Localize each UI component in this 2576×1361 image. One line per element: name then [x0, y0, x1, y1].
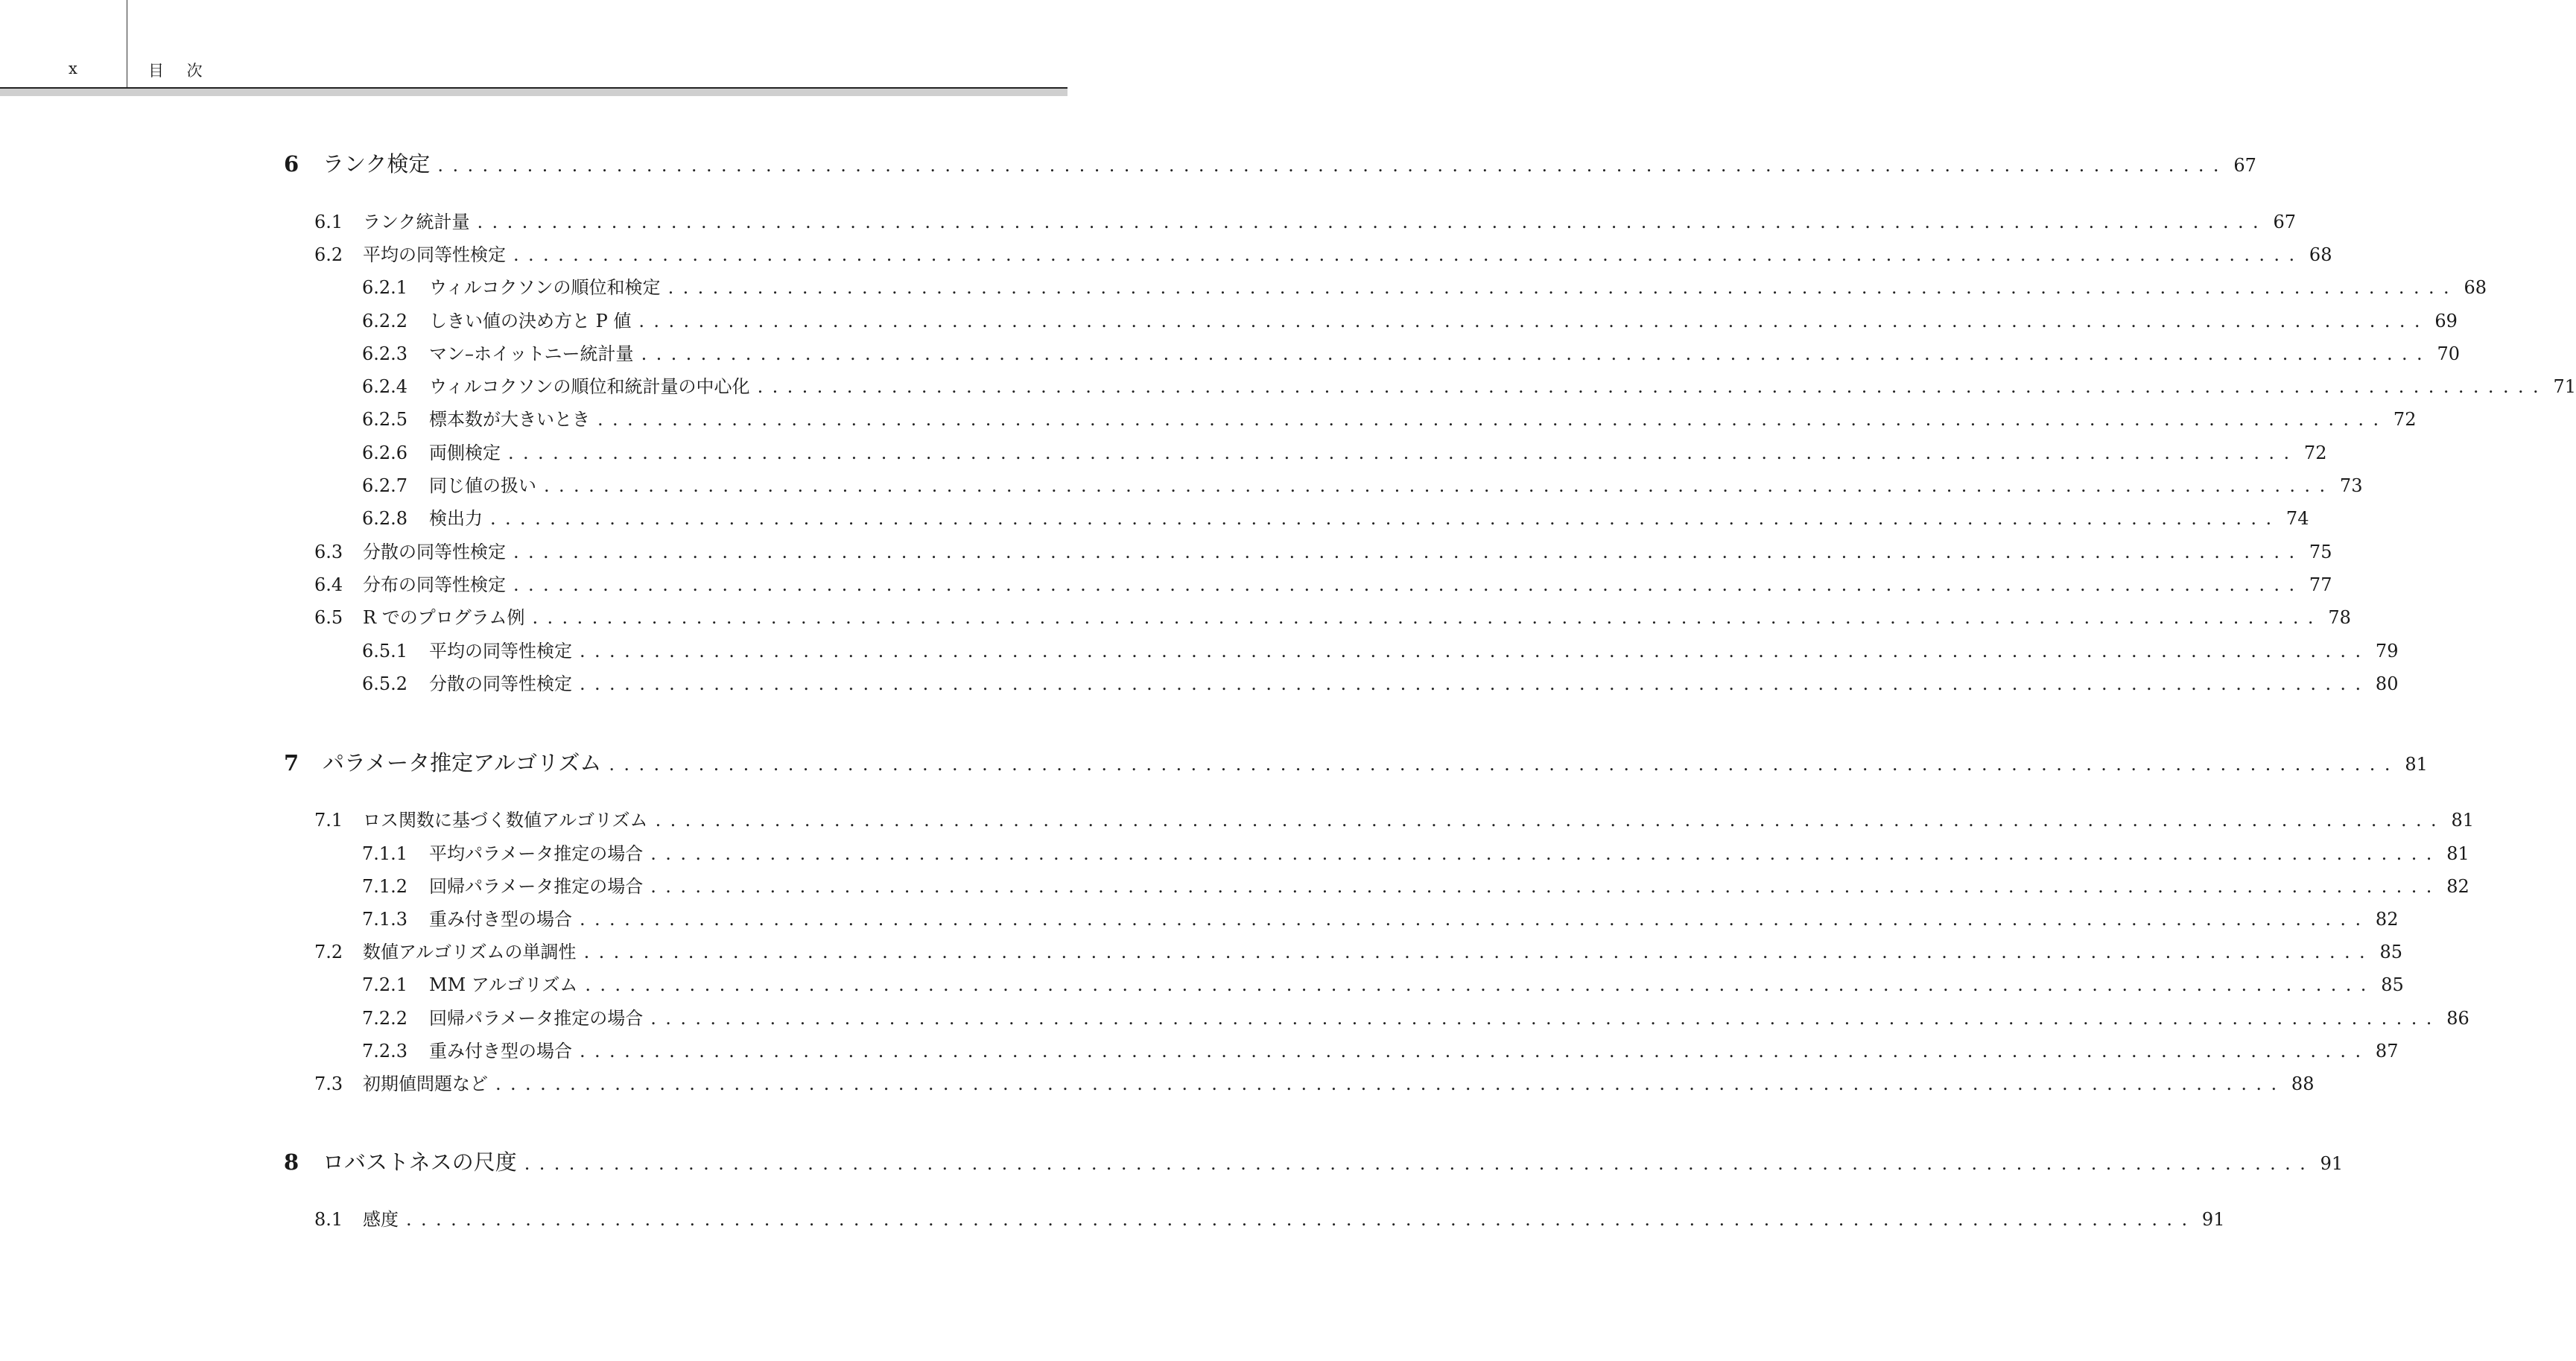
toc-subsection-entry [362, 273, 2487, 299]
toc-page-number: 91 [2320, 1153, 2344, 1174]
toc-page-number: 73 [2339, 475, 2363, 496]
toc-page-number: 88 [2291, 1073, 2315, 1094]
toc-page-number: 74 [2285, 508, 2309, 529]
toc-title: マン–ホイットニー統計量 [429, 343, 634, 364]
toc-leader-dots: ........................................................................................................................ [638, 311, 2429, 331]
toc-leader-dots: ........................................................................................................................ [524, 1153, 2315, 1174]
toc-leader-dots: ........................................................................................................................ [508, 442, 2299, 463]
toc-leader-dots: ........................................................................................................................ [583, 942, 2375, 962]
toc-title: 感度 [363, 1209, 399, 1230]
toc-number: 6.2.6 [362, 442, 408, 463]
toc-leader-dots: ........................................................................................................................ [495, 1073, 2286, 1094]
toc-title: 回帰パラメータ推定の場合 [429, 876, 644, 897]
toc-page-number: 81 [2405, 754, 2428, 775]
toc-leader-dots: ........................................................................................................................ [437, 155, 2228, 176]
toc-number: 6.4 [314, 574, 343, 595]
toc-subsection-entry [362, 504, 2309, 530]
toc-section-entry [314, 240, 2332, 266]
toc-subsection-entry [362, 438, 2327, 464]
toc-page-number: 81 [2446, 843, 2469, 864]
toc-title: 分散の同等性検定 [363, 542, 506, 562]
toc-number: 6.5.1 [362, 641, 408, 662]
toc-leader-dots: ........................................................................................................................ [580, 673, 2370, 694]
toc-section-entry [314, 537, 2332, 563]
toc-section-entry [314, 603, 2351, 629]
toc-page-number: 69 [2434, 311, 2458, 331]
toc-title: ランク検定 [323, 151, 431, 177]
toc-title: 分布の同等性検定 [363, 574, 506, 595]
toc-title: R でのプログラム例 [363, 607, 525, 628]
toc-number: 6.2.5 [362, 409, 408, 430]
toc-number: 6.3 [314, 542, 343, 562]
toc-number: 7.1.1 [362, 843, 408, 864]
toc-number: 7.2.3 [362, 1041, 408, 1062]
toc-title: ロバストネスの尺度 [323, 1149, 517, 1175]
toc-page-number: 85 [2381, 974, 2404, 995]
toc-subsection-entry [362, 306, 2458, 332]
toc-leader-dots: ........................................................................................................................ [477, 212, 2268, 232]
toc-leader-dots: ........................................................................................................................ [513, 244, 2304, 265]
toc-page-number: 67 [2233, 155, 2256, 176]
header-shade [0, 89, 1067, 96]
toc-page-number: 67 [2273, 212, 2296, 232]
toc-number: 7.1.2 [362, 876, 408, 897]
toc-page-number: 85 [2379, 942, 2403, 962]
toc-page-number: 87 [2375, 1041, 2399, 1062]
toc-subsection-entry [362, 970, 2404, 996]
toc-subsection-entry [362, 636, 2399, 662]
toc-page-number: 80 [2375, 673, 2399, 694]
toc-page-number: 82 [2446, 876, 2469, 897]
toc-leader-dots: ........................................................................................................................ [532, 607, 2323, 628]
toc-title: 初期値問題など [363, 1073, 488, 1094]
toc-page-number: 68 [2464, 277, 2487, 298]
toc-title: 回帰パラメータ推定の場合 [429, 1008, 644, 1029]
toc-number: 6.2.4 [362, 376, 408, 397]
toc-subsection-entry [362, 471, 2363, 497]
toc-leader-dots: ........................................................................................................................ [490, 508, 2281, 529]
toc-number: 7.2.1 [362, 974, 408, 995]
toc-leader-dots: ........................................................................................................................ [655, 810, 2446, 831]
toc-subsection-entry [362, 839, 2469, 865]
toc-title: 検出力 [429, 508, 483, 529]
toc-title: 標本数が大きいとき [429, 409, 590, 430]
toc-subsection-entry [362, 872, 2469, 898]
toc-page-number: 77 [2309, 574, 2332, 595]
toc-title: パラメータ推定アルゴリズム [323, 750, 602, 775]
toc-subsection-entry [362, 1003, 2469, 1030]
toc-title: ウィルコクソンの順位和統計量の中心化 [429, 376, 750, 397]
toc-number: 6.2.2 [362, 311, 408, 331]
toc-page-number: 70 [2437, 343, 2461, 364]
toc-leader-dots: ........................................................................................................................ [667, 277, 2459, 298]
toc-number: 6.2.8 [362, 508, 408, 529]
toc-page-number: 78 [2328, 607, 2351, 628]
toc-title: 重み付き型の場合 [429, 909, 572, 930]
toc-section-entry [314, 1069, 2315, 1095]
toc-section-entry [314, 1205, 2225, 1231]
toc-page-number: 68 [2309, 244, 2332, 265]
toc-subsection-entry [362, 339, 2461, 365]
running-title: 目 次 [148, 62, 212, 80]
toc-leader-dots: ........................................................................................................................ [580, 641, 2370, 662]
page-number: x [69, 60, 77, 77]
toc-title: 平均パラメータ推定の場合 [429, 843, 644, 864]
toc-page-number: 86 [2446, 1008, 2469, 1029]
toc-subsection-entry [362, 1036, 2399, 1062]
toc-title: 平均の同等性検定 [429, 641, 572, 662]
toc-title: ランク統計量 [363, 212, 470, 232]
toc-number: 6 [284, 151, 299, 177]
toc-page-number: 79 [2375, 641, 2399, 662]
toc-section-entry [314, 937, 2403, 963]
toc-title: 平均の同等性検定 [363, 244, 506, 265]
toc-leader-dots: ........................................................................................................................ [609, 754, 2399, 775]
toc-title: 両側検定 [429, 442, 501, 463]
toc-number: 7 [284, 750, 299, 775]
toc-leader-dots: ........................................................................................................................ [406, 1209, 2197, 1230]
toc-number: 7.3 [314, 1073, 343, 1094]
toc-leader-dots: ........................................................................................................................ [597, 409, 2388, 430]
toc-title: 同じ値の扱い [429, 475, 536, 496]
toc-number: 6.2.3 [362, 343, 408, 364]
toc-number: 7.1.3 [362, 909, 408, 930]
toc-leader-dots: ........................................................................................................................ [585, 974, 2376, 995]
toc-leader-dots: ........................................................................................................................ [757, 376, 2548, 397]
toc-number: 7.1 [314, 810, 343, 831]
toc-subsection-entry [362, 405, 2417, 431]
toc-number: 6.5.2 [362, 673, 408, 694]
toc-page-number: 72 [2393, 409, 2417, 430]
toc-chapter-entry [284, 1146, 2344, 1176]
toc-number: 8.1 [314, 1209, 343, 1230]
toc-chapter-entry [284, 147, 2256, 178]
toc-title: 分散の同等性検定 [429, 673, 572, 694]
toc-page-number: 75 [2309, 542, 2332, 562]
toc-number: 6.2.7 [362, 475, 408, 496]
toc-page-number: 72 [2303, 442, 2327, 463]
toc-subsection-entry [362, 669, 2399, 695]
toc-title: 重み付き型の場合 [429, 1041, 572, 1062]
toc-number: 7.2.2 [362, 1008, 408, 1029]
toc-leader-dots: ........................................................................................................................ [580, 1041, 2370, 1062]
toc-number: 7.2 [314, 942, 343, 962]
toc-subsection-entry [362, 904, 2399, 930]
toc-subsection-entry [362, 372, 2576, 398]
toc-number: 6.2.1 [362, 277, 408, 298]
toc-section-entry [314, 207, 2296, 233]
toc-title: しきい値の決め方と P 値 [429, 311, 632, 331]
toc-page-number: 81 [2451, 810, 2475, 831]
toc-leader-dots: ........................................................................................................................ [650, 876, 2441, 897]
toc-page-number: 82 [2375, 909, 2399, 930]
toc-title: ウィルコクソンの順位和検定 [429, 277, 661, 298]
toc-leader-dots: ........................................................................................................................ [513, 542, 2304, 562]
toc-title: MM アルゴリズム [429, 974, 578, 995]
toc-leader-dots: ........................................................................................................................ [650, 843, 2441, 864]
toc-leader-dots: ........................................................................................................................ [513, 574, 2304, 595]
page-header [0, 0, 1067, 88]
toc-section-entry [314, 570, 2332, 596]
toc-number: 6.5 [314, 607, 343, 628]
toc-number: 8 [284, 1149, 299, 1175]
toc-number: 6.1 [314, 212, 343, 232]
toc-leader-dots: ........................................................................................................................ [641, 343, 2432, 364]
toc-section-entry [314, 805, 2475, 831]
toc-leader-dots: ........................................................................................................................ [650, 1008, 2441, 1029]
toc-chapter-entry [284, 746, 2428, 777]
toc-leader-dots: ........................................................................................................................ [580, 909, 2370, 930]
toc-page-number: 71 [2553, 376, 2576, 397]
toc-number: 6.2 [314, 244, 343, 265]
toc-title: 数値アルゴリズムの単調性 [363, 942, 577, 962]
toc-leader-dots: ........................................................................................................................ [544, 475, 2335, 496]
toc-title: ロス関数に基づく数値アルゴリズム [363, 810, 648, 831]
toc-page-number: 91 [2201, 1209, 2225, 1230]
